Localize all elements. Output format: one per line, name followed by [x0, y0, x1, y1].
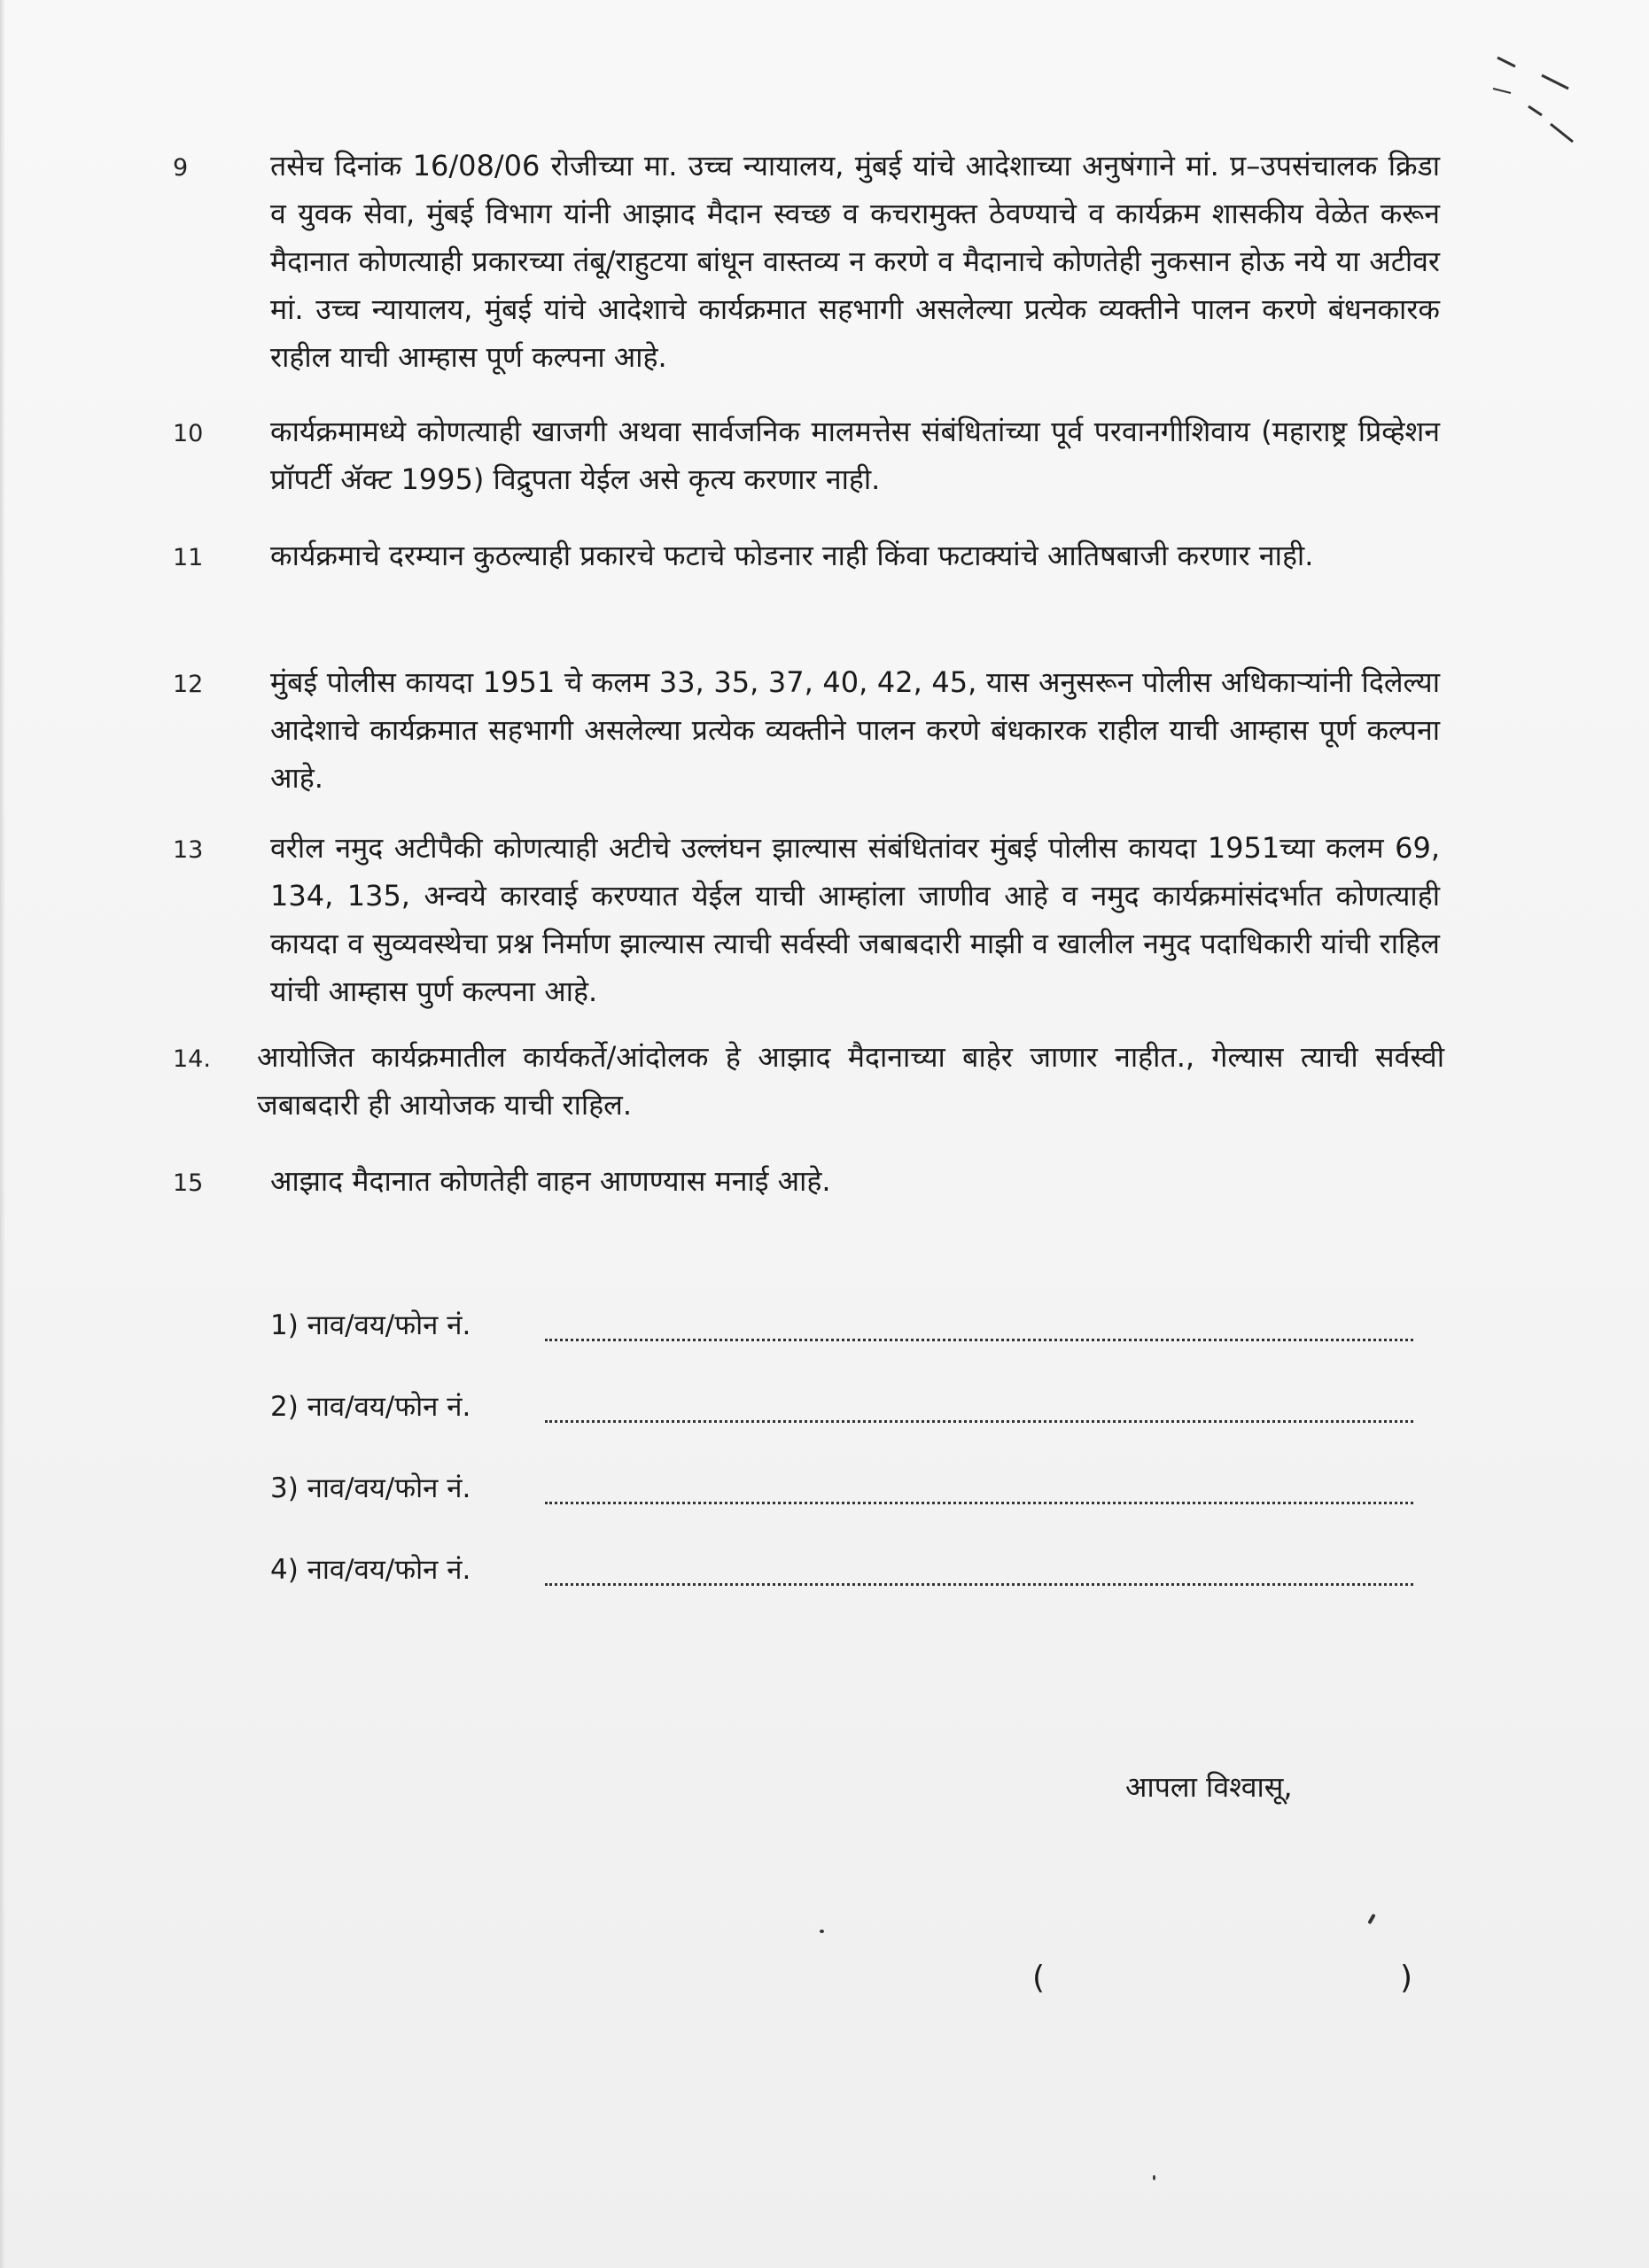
item-number: 10	[173, 420, 204, 447]
condition-item-12	[173, 665, 1449, 819]
signature-close-paren: )	[1400, 1960, 1413, 1996]
representative-line-1	[270, 1304, 1413, 1348]
dotted-fill-line[interactable]	[545, 1339, 1413, 1341]
condition-item-11	[173, 539, 1449, 640]
condition-item-10	[173, 415, 1449, 516]
item-number: 9	[173, 154, 189, 182]
item-text: वरील नमुद अटीपैकी कोणत्याही अटीचे उल्लंघन झाल्यास संबंधितांवर मुंबई पोलीस कायदा 1951च्या कलम 69, 134, 135, अन्वये कारवाई करण्यात येईल याची आम्हांला जाणीव आहे व नमुद कार्यक्रमांसंदर्भात कोणत्याही कायदा व सुव्यवस्थेचा प्रश्न निर्माण झाल्यास त्याची सर्वस्वी जबाबदारी माझी व खालील नमुद पदाधिकारी यांची राहिल यांची आम्हास पुर्ण कल्पना आहे.	[270, 831, 1440, 1008]
representative-line-2	[270, 1386, 1413, 1430]
representative-line-4	[270, 1549, 1413, 1593]
item-text: कार्यक्रमामध्ये कोणत्याही खाजगी अथवा सार्वजनिक मालमत्तेस संबंधितांच्या पूर्व परवानगीशिवाय (महाराष्ट्र प्रिव्हेशन प्रॉपर्टी ॲक्ट 1995) विद्रुपता येईल असे कृत्य करणार नाही.	[270, 415, 1440, 496]
scan-speck	[1367, 1914, 1375, 1924]
item-text: तसेच दिनांक 16/08/06 रोजीच्या मा. उच्च न्यायालय, मुंबई यांचे आदेशाच्या अनुषंगाने मां. प्र–उपसंचालक क्रिडा व युवक सेवा, मुंबई विभाग यांनी आझाद मैदान स्वच्छ व कचरामुक्त ठेवण्याचे व कार्यक्रम शासकीय वेळेत करून मैदानात कोणत्याही प्रकारच्या तंबू/राहुटया बांधून वास्तव्य न करणे व मैदानाचे कोणतेही नुकसान होऊ नये या अटीवर मां. उच्च न्यायालय, मुंबई यांचे आदेशाचे कार्यक्रमात सहभागी असलेल्या प्रत्येक व्यक्तीने पालन करणे बंधनकारक राहील याची आम्हास पूर्ण कल्पना आहे.	[270, 149, 1440, 374]
condition-item-15	[173, 1164, 1449, 1221]
corner-scribble-marks	[1489, 49, 1595, 155]
item-number: 11	[173, 544, 204, 571]
signature-open-paren: (	[1032, 1960, 1046, 1996]
scan-edge-shadow	[0, 0, 5, 2268]
dotted-fill-line[interactable]	[545, 1583, 1413, 1586]
item-number: 14.	[173, 1045, 211, 1073]
condition-item-14	[173, 1040, 1449, 1141]
item-number: 12	[173, 671, 204, 698]
item-number: 13	[173, 836, 204, 864]
item-number: 15	[173, 1169, 204, 1197]
item-text: मुंबई पोलीस कायदा 1951 चे कलम 33, 35, 37, 40, 42, 45, यास अनुसरून पोलीस अधिकाऱ्यांनी दिलेल्या आदेशाचे कार्यक्रमात सहभागी असलेल्या प्रत्येक व्यक्तीने पालन करणे बंधकारक राहील याची आम्हास पूर्ण कल्पना आहे.	[270, 665, 1440, 795]
representative-label: 3) नाव/वय/फोन नं.	[270, 1472, 471, 1504]
dotted-fill-line[interactable]	[545, 1420, 1413, 1423]
representative-label: 1) नाव/वय/फोन नं.	[270, 1309, 471, 1341]
closing-salutation: आपला विश्वासू,	[1125, 1770, 1293, 1804]
scan-speck	[1153, 2175, 1155, 2180]
item-text: आझाद मैदानात कोणतेही वाहन आणण्यास मनाई आहे.	[270, 1164, 831, 1198]
representative-label: 2) नाव/वय/फोन नं.	[270, 1391, 471, 1423]
representative-label: 4) नाव/वय/फोन नं.	[270, 1554, 471, 1586]
representative-line-3	[270, 1467, 1413, 1511]
condition-item-9	[173, 149, 1449, 400]
scan-speck	[820, 1930, 824, 1933]
condition-item-13	[173, 831, 1449, 1038]
item-text: आयोजित कार्यक्रमातील कार्यकर्ते/आंदोलक हे आझाद मैदानाच्या बाहेर जाणार नाहीत., गेल्यास त्याची सर्वस्वी जबाबदारी ही आयोजक याची राहिल.	[257, 1040, 1444, 1122]
item-text: कार्यक्रमाचे दरम्यान कुठल्याही प्रकारचे फटाचे फोडनार नाही किंवा फटाक्यांचे आतिषबाजी करणार नाही.	[270, 539, 1314, 572]
dotted-fill-line[interactable]	[545, 1502, 1413, 1504]
